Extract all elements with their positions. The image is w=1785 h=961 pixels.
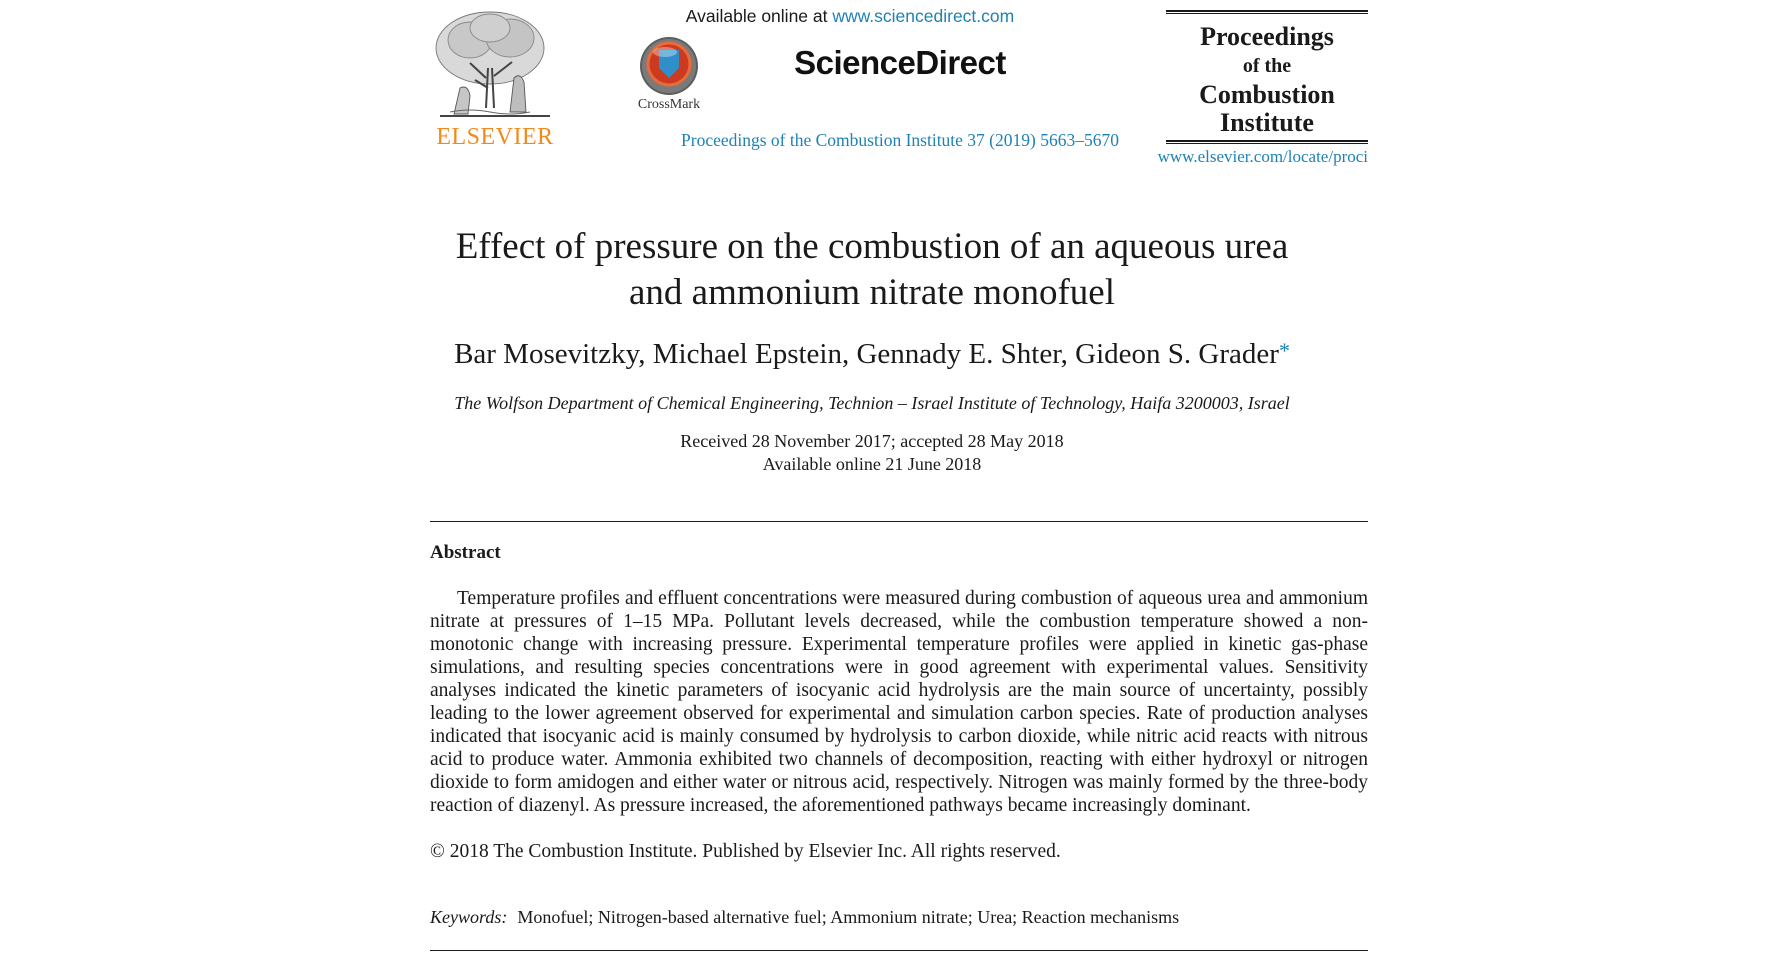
corresponding-author-mark[interactable]: *	[1278, 338, 1290, 363]
journal-box-top-rule	[1166, 10, 1368, 14]
abstract-heading: Abstract	[430, 542, 501, 563]
journal-box-bottom-rule	[1166, 140, 1368, 144]
abstract-body: Temperature profiles and effluent concentrations were measured during combustion of aqueous urea and ammonium nitrate at pressures of 1–15 MPa. Pollutant levels decreased, while the combustion temperature showed a non-monotonic change with increasing pressure. Experimental temperature profiles were applied in kinetic gas-phase simulations, and resulting species concentrations were in good agreement with experimental values. Sensitivity analyses indicated the kinetic parameters of isocyanic acid hydrolysis are the main source of uncertainty, possibly leading to the lower agreement observed for experimental and simulation carbon species. Rate of production analyses indicated that isocyanic acid is mainly consumed by hydrolysis to carbon dioxide, while nitric acid reacts with nitrous acid to produce water. Ammonia exhibited two channels of decomposition, reacting with either hydroxyl or nitrogen dioxide to form amidogen and either water or nitrous acid, respectively. Nitrogen was mainly formed by the three-body reaction of diazenyl. As pressure increased, the aforementioned pathways became increasingly dominant.	[430, 588, 1368, 816]
crossmark-badge[interactable]	[629, 34, 709, 118]
journal-box-line4: Institute	[1220, 108, 1314, 137]
article-title	[370, 224, 1374, 316]
received-accepted-dates: Received 28 November 2017; accepted 28 May 2018	[680, 431, 1064, 451]
sciencedirect-link[interactable]: www.sciencedirect.com	[832, 6, 1015, 26]
article-dates	[370, 430, 1374, 476]
available-online-line	[600, 6, 1100, 27]
keywords-line	[430, 907, 1179, 928]
elsevier-wordmark: ELSEVIER	[436, 124, 554, 150]
crossmark-label: CrossMark	[637, 97, 701, 112]
journal-homepage-link[interactable]: www.elsevier.com/locate/proci	[1157, 147, 1368, 166]
sciencedirect-wordmark: ScienceDirect	[794, 44, 1006, 81]
keywords-values: Monofuel; Nitrogen-based alternative fuel; Ammonium nitrate; Urea; Reaction mechanisms	[517, 907, 1180, 927]
journal-reference[interactable]: Proceedings of the Combustion Institute 37 (2019) 5663–5670	[681, 130, 1119, 150]
elsevier-logo	[430, 8, 560, 148]
copyright-notice: © 2018 The Combustion Institute. Published by Elsevier Inc. All rights reserved.	[430, 841, 1061, 862]
abstract-bottom-rule	[430, 950, 1368, 951]
keywords-label: Keywords:	[430, 907, 508, 927]
journal-box-line3: Combustion	[1199, 80, 1335, 109]
available-online-date: Available online 21 June 2018	[762, 454, 982, 474]
journal-title-box	[1166, 10, 1368, 144]
elsevier-tree-icon	[430, 8, 560, 123]
article-title-line2: and ammonium nitrate monofuel	[628, 272, 1116, 313]
crossmark-icon	[629, 34, 709, 98]
abstract-top-rule	[430, 521, 1368, 522]
affiliation: The Wolfson Department of Chemical Engineering, Technion – Israel Institute of Technology, Haifa 3200003, Israel	[454, 393, 1290, 413]
journal-box-line2: of the	[1242, 55, 1292, 77]
journal-box-line1: Proceedings	[1200, 22, 1334, 51]
article-title-line1: Effect of pressure on the combustion of an aqueous urea	[455, 226, 1289, 267]
author-list	[370, 338, 1374, 371]
available-prefix: Available online at	[685, 6, 833, 26]
authors-text: Bar Mosevitzky, Michael Epstein, Gennady E. Shter, Gideon S. Grader	[454, 338, 1279, 370]
